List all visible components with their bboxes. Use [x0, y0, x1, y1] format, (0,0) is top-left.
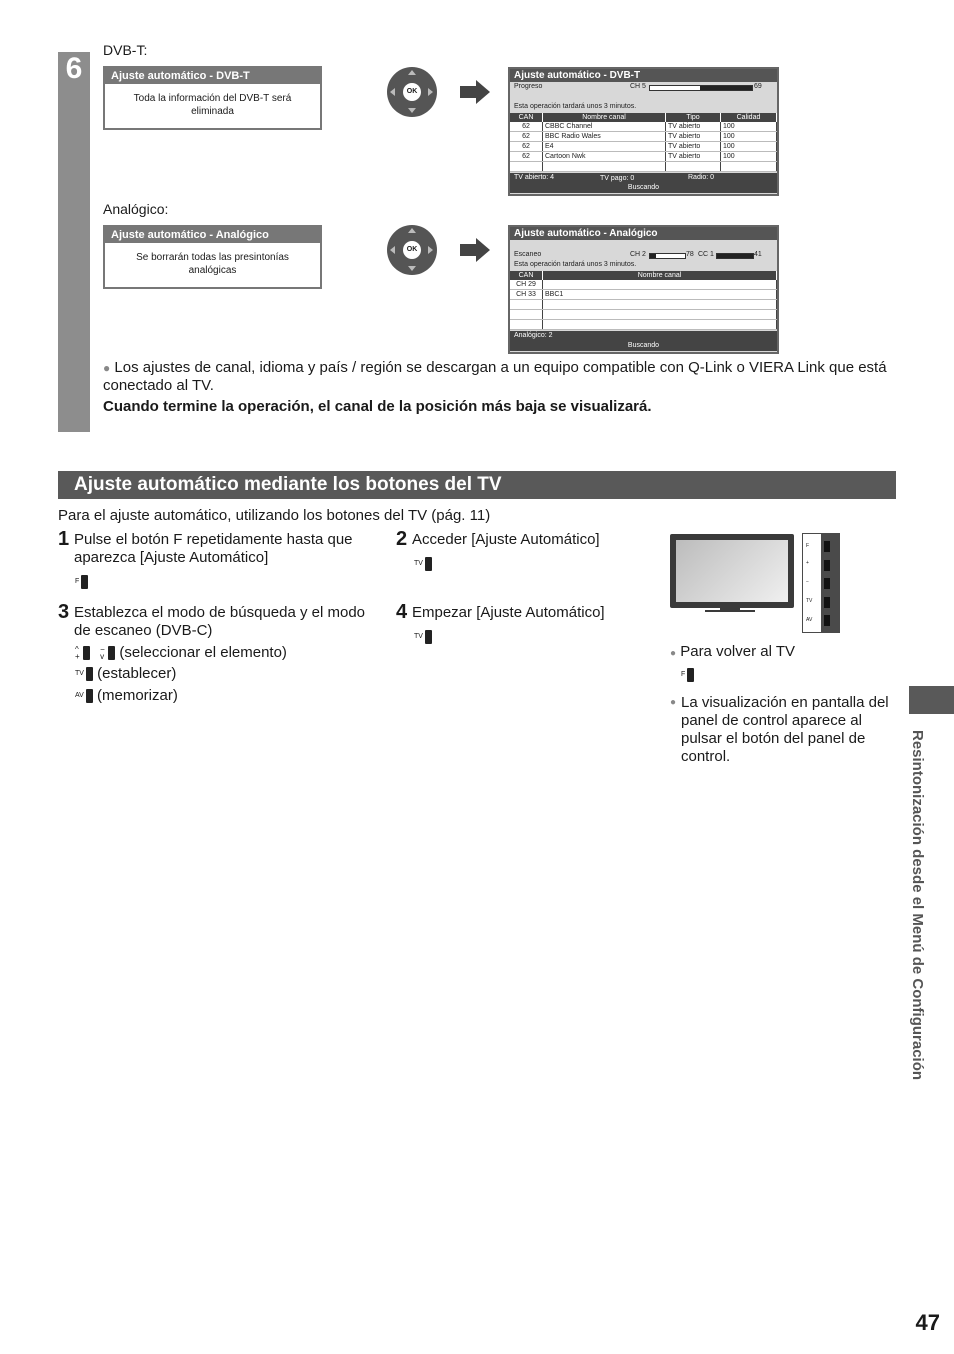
av-button-icon — [86, 689, 93, 703]
channel-label: CH 5 — [630, 83, 646, 90]
analog-note: Esta operación tardará unos 3 minutos. — [514, 261, 637, 268]
cc-end: 41 — [754, 251, 762, 258]
step-1-text: Pulse el botón F repetidamente hasta que aparezca [Ajuste Automático] — [74, 531, 353, 566]
bullet-text: Los ajustes de canal, idioma y país / región se descargan a un equipo compatible con Q-Link o VIERA Link que está conectado al TV. — [103, 359, 887, 394]
progress-label: Progreso — [514, 83, 543, 90]
col-can: CAN — [510, 271, 543, 280]
col-quality: Calidad — [721, 113, 777, 122]
cc-label: CC 1 — [698, 251, 714, 258]
dvbt-progress-screen — [508, 67, 779, 196]
channel-end: 69 — [754, 83, 762, 90]
ch-progress-fill — [650, 254, 656, 258]
analog-dialog-message: Se borrarán todas las presintonías analógicas — [136, 252, 289, 276]
tv-button-icon: TV — [414, 555, 432, 573]
step-bar — [58, 52, 90, 432]
analog-dialog — [103, 225, 322, 289]
dvbt-summary-row — [510, 173, 777, 183]
pay-count: TV pago: 0 — [600, 175, 635, 182]
table-row: CH 33 BBC1 — [510, 290, 777, 300]
side-title: Resintonización desde el Menú de Configuración — [909, 730, 926, 1081]
control-panel-icon: F + − TV AV — [802, 533, 840, 633]
table-row: 62 BBC Radio Wales TV abierto 100 — [510, 132, 777, 142]
ch-end: 78 — [686, 251, 694, 258]
side-tab — [909, 686, 954, 714]
analog-label: Analógico: — [103, 201, 169, 217]
f-button-icon: F — [75, 573, 88, 591]
step-3-select: ^ + − v (seleccionar el elemento) — [75, 644, 287, 662]
progress-bar-fill — [700, 86, 752, 90]
dvbt-screen-title: Ajuste automático - DVB-T — [510, 69, 777, 82]
remote-ok-icon — [387, 67, 437, 117]
cc-progress-fill — [717, 254, 753, 258]
analog-channel-table — [510, 271, 777, 330]
analog-status: Buscando — [510, 341, 777, 351]
tv-button-icon — [86, 667, 93, 681]
arrow-right-icon — [460, 238, 490, 262]
table-row: 62 Cartoon Nwk TV abierto 100 — [510, 152, 777, 162]
step-2-number: 2 — [396, 528, 408, 550]
col-can: CAN — [510, 113, 543, 122]
plus-up-icon: ^ + — [75, 645, 80, 662]
analog-dialog-title: Ajuste automático - Analógico — [105, 227, 320, 243]
section-intro: Para el ajuste automático, utilizando los botones del TV (pág. 11) — [58, 507, 491, 524]
ok-button-label: OK — [403, 83, 421, 101]
free-count: TV abierto: 4 — [514, 174, 555, 181]
step-3-text: Establezca el modo de búsqueda y el modo de escaneo (DVB-C) — [74, 604, 366, 639]
table-row: 62 CBBC Channel TV abierto 100 — [510, 122, 777, 132]
analog-count: Analógico: 2 — [514, 332, 553, 339]
note-osd: ● La visualización en pantalla del panel de control aparece al pulsar el botón del panel de control. — [670, 694, 889, 765]
arrow-right-icon — [460, 80, 490, 104]
bullet-note — [103, 359, 893, 395]
completion-note: Cuando termine la operación, el canal de la posición más baja se visualizará. — [103, 398, 652, 415]
step-4-text: Empezar [Ajuste Automático] — [412, 604, 605, 621]
ch-label: CH 2 — [630, 251, 646, 258]
tv-illustration-icon — [670, 534, 794, 608]
section-header — [58, 471, 896, 499]
table-row: 62 E4 TV abierto 100 — [510, 142, 777, 152]
dvbt-status: Buscando — [510, 183, 777, 193]
table-row: CH 29 — [510, 280, 777, 290]
col-name: Nombre canal — [543, 113, 666, 122]
bullet-icon: ● — [103, 361, 111, 375]
step-3-set: TV (establecer) — [75, 665, 177, 682]
col-name: Nombre canal — [543, 271, 777, 280]
remote-ok-icon — [387, 225, 437, 275]
step-2-text: Acceder [Ajuste Automático] — [412, 531, 600, 548]
step-1-number: 1 — [58, 528, 70, 550]
page-number: 47 — [915, 1310, 940, 1335]
step-number: 6 — [65, 52, 83, 85]
dvbt-channel-table — [510, 113, 777, 172]
dvbt-dialog-title: Ajuste automático - DVB-T — [105, 68, 320, 84]
col-type: Tipo — [666, 113, 721, 122]
dvbt-dialog — [103, 66, 322, 130]
note-return: ● Para volver al TV — [670, 643, 795, 660]
step-3-number: 3 — [58, 601, 70, 623]
section-title: Ajuste automático mediante los botones del TV — [74, 474, 502, 495]
dvbt-note: Esta operación tardará unos 3 minutos. — [514, 103, 637, 110]
analog-progress-screen — [508, 225, 779, 354]
dvbt-dialog-message: Toda la información del DVB-T será eliminada — [133, 93, 292, 117]
step-4-number: 4 — [396, 601, 408, 623]
scan-label: Escaneo — [514, 251, 542, 258]
minus-down-icon: − v — [100, 645, 105, 662]
radio-count: Radio: 0 — [688, 174, 715, 181]
ok-button-label: OK — [403, 241, 421, 259]
f-button-icon: F — [681, 666, 694, 684]
tv-button-icon: TV — [414, 628, 432, 646]
analog-summary-row — [510, 331, 777, 341]
step-3-store: AV (memorizar) — [75, 687, 178, 704]
analog-screen-title: Ajuste automático - Analógico — [510, 227, 777, 240]
dvbt-label: DVB-T: — [103, 42, 148, 58]
